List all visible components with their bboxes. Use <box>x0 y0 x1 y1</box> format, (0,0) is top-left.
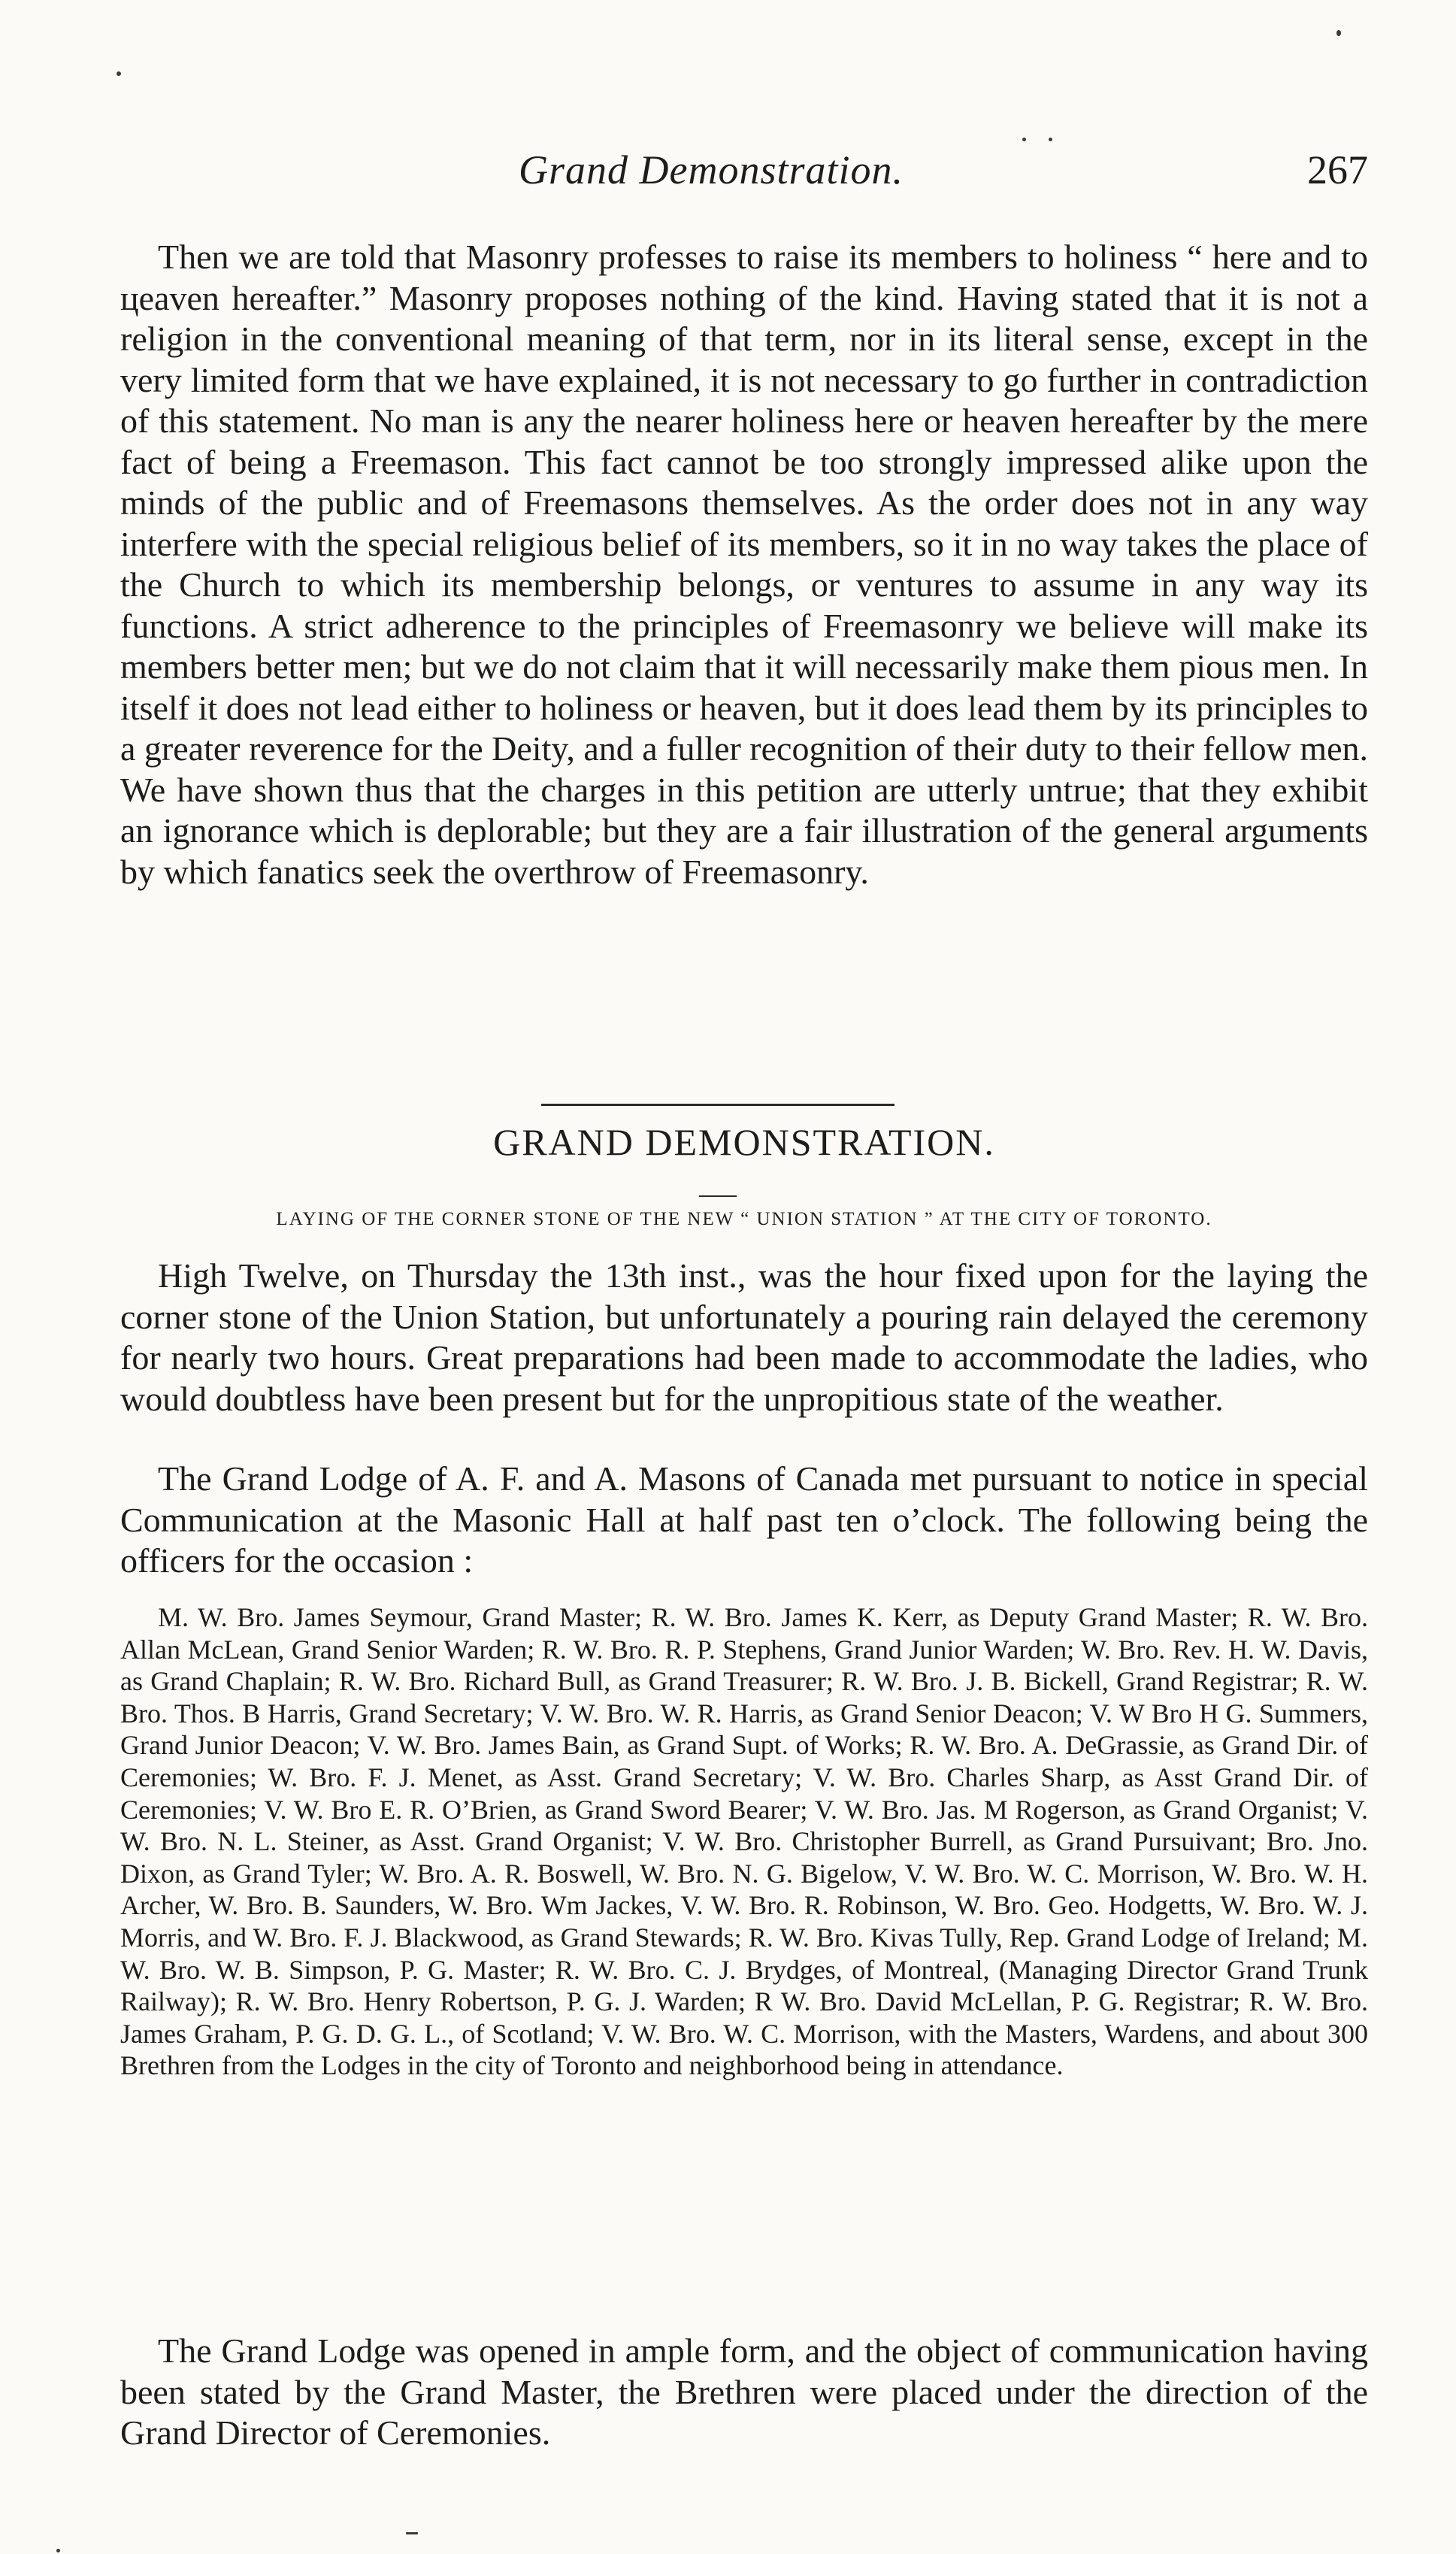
body-section-1 <box>120 237 1368 892</box>
page-header <box>120 147 1368 207</box>
subtitle-dash <box>699 1195 737 1197</box>
page-number: 267 <box>1307 147 1368 192</box>
print-speck <box>56 2549 60 2552</box>
officers-list-block <box>120 1601 1368 2082</box>
print-speck <box>406 2532 418 2534</box>
print-speck <box>1049 138 1052 141</box>
section-subtitle: LAYING OF THE CORNER STONE OF THE NEW “ UNION STATION ” AT THE CITY OF TORONTO. <box>276 1209 1212 1229</box>
section-divider-rule <box>541 1104 894 1106</box>
print-speck <box>1022 138 1026 141</box>
paragraph-holiness: Then we are told that Masonry professes to raise its members to holiness “ here and to цeaven hereafter.” Masonry proposes nothing of the kind. Having stated that it is not a religion in the conventional meaning of that term, nor in its literal sense, except in the very limited form that we have explained, it is not necessary to go further in contradiction of this statement. No man is any the nearer holiness here or heaven hereafter by the mere fact of being a Freemason. This fact cannot be too strongly impressed alike upon the minds of the public and of Freemasons themselves. As the order does not in any way interfere with the special religious belief of its members, so it in no way takes the place of the Church to which its membership belongs, or ventures to assume in any way its functions. A strict adherence to the principles of Freemasonry we believe will make its members better men; but we do not claim that it will necessarily make them pious men. In itself it does not lead either to holiness or heaven, but it does lead them by its principles to a greater reverence for the Deity, and a fuller recognition of their duty to their fellow men. We have shown thus that the charges in this petition are utterly untrue; that they exhibit an ignorance which is deplorable; but they are a fair illustration of the general arguments by which fanatics seek the overthrow of Freemasonry. <box>120 238 1368 891</box>
body-section-3 <box>120 1459 1368 1582</box>
print-speck <box>1336 30 1341 36</box>
print-speck <box>117 71 121 76</box>
paragraph-lodge-opened: The Grand Lodge was opened in ample form, and the object of communication having been stated by the Grand Master, the Brethren were placed under the direction of the Grand Director of Ceremonies. <box>120 2331 1368 2452</box>
officers-list: M. W. Bro. James Seymour, Grand Master; R. W. Bro. James K. Kerr, as Deputy Grand Master; R. W. Bro. Allan McLean, Grand Senior Warden; R. W. Bro. R. P. Stephens, Grand Junior Warden; W. Bro. Rev. H. W. Davis, as Grand Chaplain; R. W. Bro. Richard Bull, as Grand Treasurer; R. W. Bro. J. B. Bickell, Grand Registrar; R. W. Bro. Thos. B Harris, Grand Secretary; V. W. Bro. W. R. Harris, as Grand Senior Deacon; V. W Bro H G. Summers, Grand Junior Deacon; V. W. Bro. James Bain, as Grand Supt. of Works; R. W. Bro. A. DeGrassie, as Grand Dir. of Ceremonies; W. Bro. F. J. Menet, as Asst. Grand Secretary; V. W. Bro. Charles Sharp, as Asst Grand Dir. of Ceremonies; V. W. Bro E. R. O’Brien, as Grand Sword Bearer; V. W. Bro. Jas. M Rogerson, as Grand Organist; V. W. Bro. N. L. Steiner, as Asst. Grand Organist; V. W. Bro. Christopher Burrell, as Grand Pursuivant; Bro. Jno. Dixon, as Grand Tyler; W. Bro. A. R. Boswell, W. Bro. N. G. Bigelow, V. W. Bro. W. C. Morrison, W. Bro. W. H. Archer, W. Bro. B. Saunders, W. Bro. Wm Jackes, V. W. Bro. R. Robinson, W. Bro. Geo. Hodgetts, W. Bro. W. J. Morris, and W. Bro. F. J. Blackwood, as Grand Stewards; R. W. Bro. Kivas Tully, Rep. Grand Lodge of Ireland; M. W. Bro. W. B. Simpson, P. G. Master; R. W. Bro. C. J. Brydges, of Montreal, (Managing Director Grand Trunk Railway); R. W. Bro. Henry Robertson, P. G. J. Warden; R W. Bro. David McLellan, P. G. Registrar; R. W. Bro. James Graham, P. G. D. G. L., of Scotland; V. W. Bro. W. C. Morrison, with the Masters, Wardens, and about 300 Brethren from the Lodges in the city of Toronto and neighborhood being in attendance. <box>120 1602 1368 2081</box>
paragraph-grand-lodge-met: The Grand Lodge of A. F. and A. Masons of Canada met pursuant to notice in special Communication at the Masonic Hall at half past ten o’clock. The following being the officers for the occasion : <box>120 1459 1368 1580</box>
paragraph-high-twelve: High Twelve, on Thursday the 13th inst., was the hour fixed upon for the laying the corner stone of the Union Station, but unfortunately a pouring rain delayed the ceremony for nearly two hours. Great preparations had been made to accommodate the ladies, who would doubtless have been present but for the unpropitious state of the weather. <box>120 1256 1368 1418</box>
body-section-2 <box>120 1256 1368 1419</box>
section-title: GRAND DEMONSTRATION. <box>493 1121 995 1163</box>
running-title: Grand Demonstration. <box>519 147 904 192</box>
body-section-4 <box>120 2331 1368 2454</box>
